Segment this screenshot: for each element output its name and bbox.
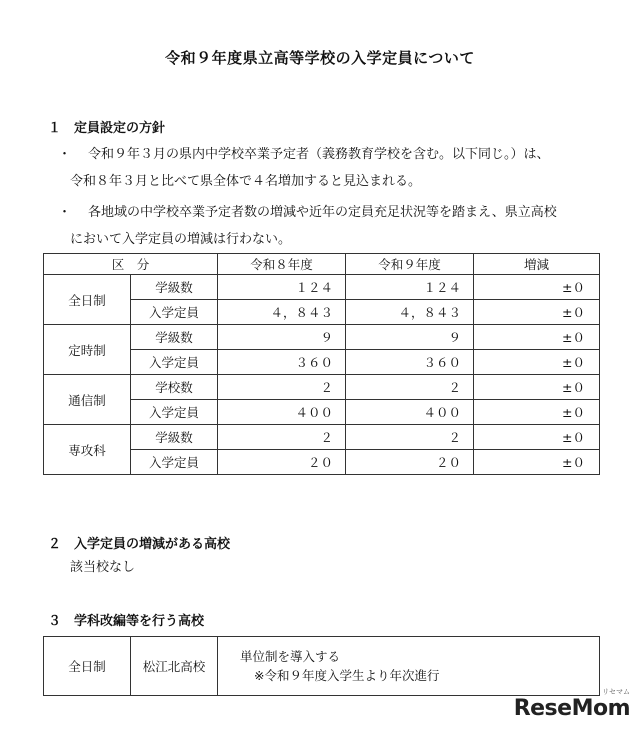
value-reiwa8: ４，８４３ [218,300,346,325]
section-3-number: ３ [48,614,62,629]
value-reiwa8: ９ [218,325,346,350]
row-label: 学級数 [131,425,218,450]
table-header-row [44,254,600,275]
value-diff: ±０ [474,325,600,350]
value-reiwa9: ４００ [346,400,474,425]
value-reiwa9: ３６０ [346,350,474,375]
section-2-body: 該当校なし [70,560,136,575]
bullet-1-line-2: 令和８年３月と比べて県全体で４名増加すると見込まれる。 [70,174,422,189]
table-row [44,325,600,350]
section-3-heading [48,610,204,629]
value-reiwa9: ２０ [346,450,474,475]
bullet-mark: ・ [58,147,72,162]
value-diff: ±０ [474,275,600,300]
value-reiwa9: １２４ [346,275,474,300]
reform-table [43,636,600,696]
value-reiwa9: ９ [346,325,474,350]
value-reiwa9: ２ [346,375,474,400]
logo-text: ReseMom [513,696,630,721]
row-label: 入学定員 [131,450,218,475]
group-name: 通信制 [44,375,131,425]
row-label: 学級数 [131,325,218,350]
header-diff: 増減 [474,254,600,275]
bullet-2-line-2: において入学定員の増減は行わない。 [70,232,292,247]
value-diff: ±０ [474,425,600,450]
header-reiwa9: 令和９年度 [346,254,474,275]
row-label: 入学定員 [131,300,218,325]
header-reiwa8: 令和８年度 [218,254,346,275]
value-reiwa8: ３６０ [218,350,346,375]
table-row [44,375,600,400]
value-diff: ±０ [474,300,600,325]
row-label: 学級数 [131,275,218,300]
group-name: 専攻科 [44,425,131,475]
bullet-1-line-1: 令和９年３月の県内中学校卒業予定者（義務教育学校を含む。以下同じ。）は、 [88,147,550,162]
section-2-number: ２ [48,537,62,552]
reform-description [218,637,600,696]
value-diff: ±０ [474,375,600,400]
section-1-title: 定員設定の方針 [74,121,166,136]
header-category: 区 分 [44,254,218,275]
table-row [44,275,600,300]
value-reiwa9: ２ [346,425,474,450]
table-row [44,637,600,696]
section-2-heading [48,533,230,552]
reform-desc-line-1: 単位制を導入する [240,649,341,664]
resemom-logo [513,688,630,721]
section-1-number: １ [48,121,62,136]
value-diff: ±０ [474,450,600,475]
value-reiwa8: ２ [218,425,346,450]
group-name: 定時制 [44,325,131,375]
quota-table [43,253,600,475]
value-diff: ±０ [474,350,600,375]
document-title: 令和９年度県立高等学校の入学定員について [165,49,475,67]
reform-system: 全日制 [44,637,131,696]
value-reiwa8: ４００ [218,400,346,425]
group-name: 全日制 [44,275,131,325]
value-reiwa9: ４，８４３ [346,300,474,325]
reform-desc-line-2: ※令和９年度入学生より年次進行 [254,668,440,683]
value-reiwa8: １２４ [218,275,346,300]
section-2-title: 入学定員の増減がある高校 [74,537,231,552]
row-label: 入学定員 [131,400,218,425]
table-row [44,425,600,450]
row-label: 入学定員 [131,350,218,375]
bullet-mark: ・ [58,205,72,220]
value-diff: ±０ [474,400,600,425]
logo-kana: リセマム [602,688,630,696]
section-1-heading [48,117,165,136]
reform-school: 松江北高校 [131,637,218,696]
section-3-title: 学科改編等を行う高校 [74,614,205,629]
bullet-2-line-1: 各地域の中学校卒業予定者数の増減や近年の定員充足状況等を踏まえ、県立高校 [88,205,557,220]
value-reiwa8: ２ [218,375,346,400]
row-label: 学校数 [131,375,218,400]
value-reiwa8: ２０ [218,450,346,475]
